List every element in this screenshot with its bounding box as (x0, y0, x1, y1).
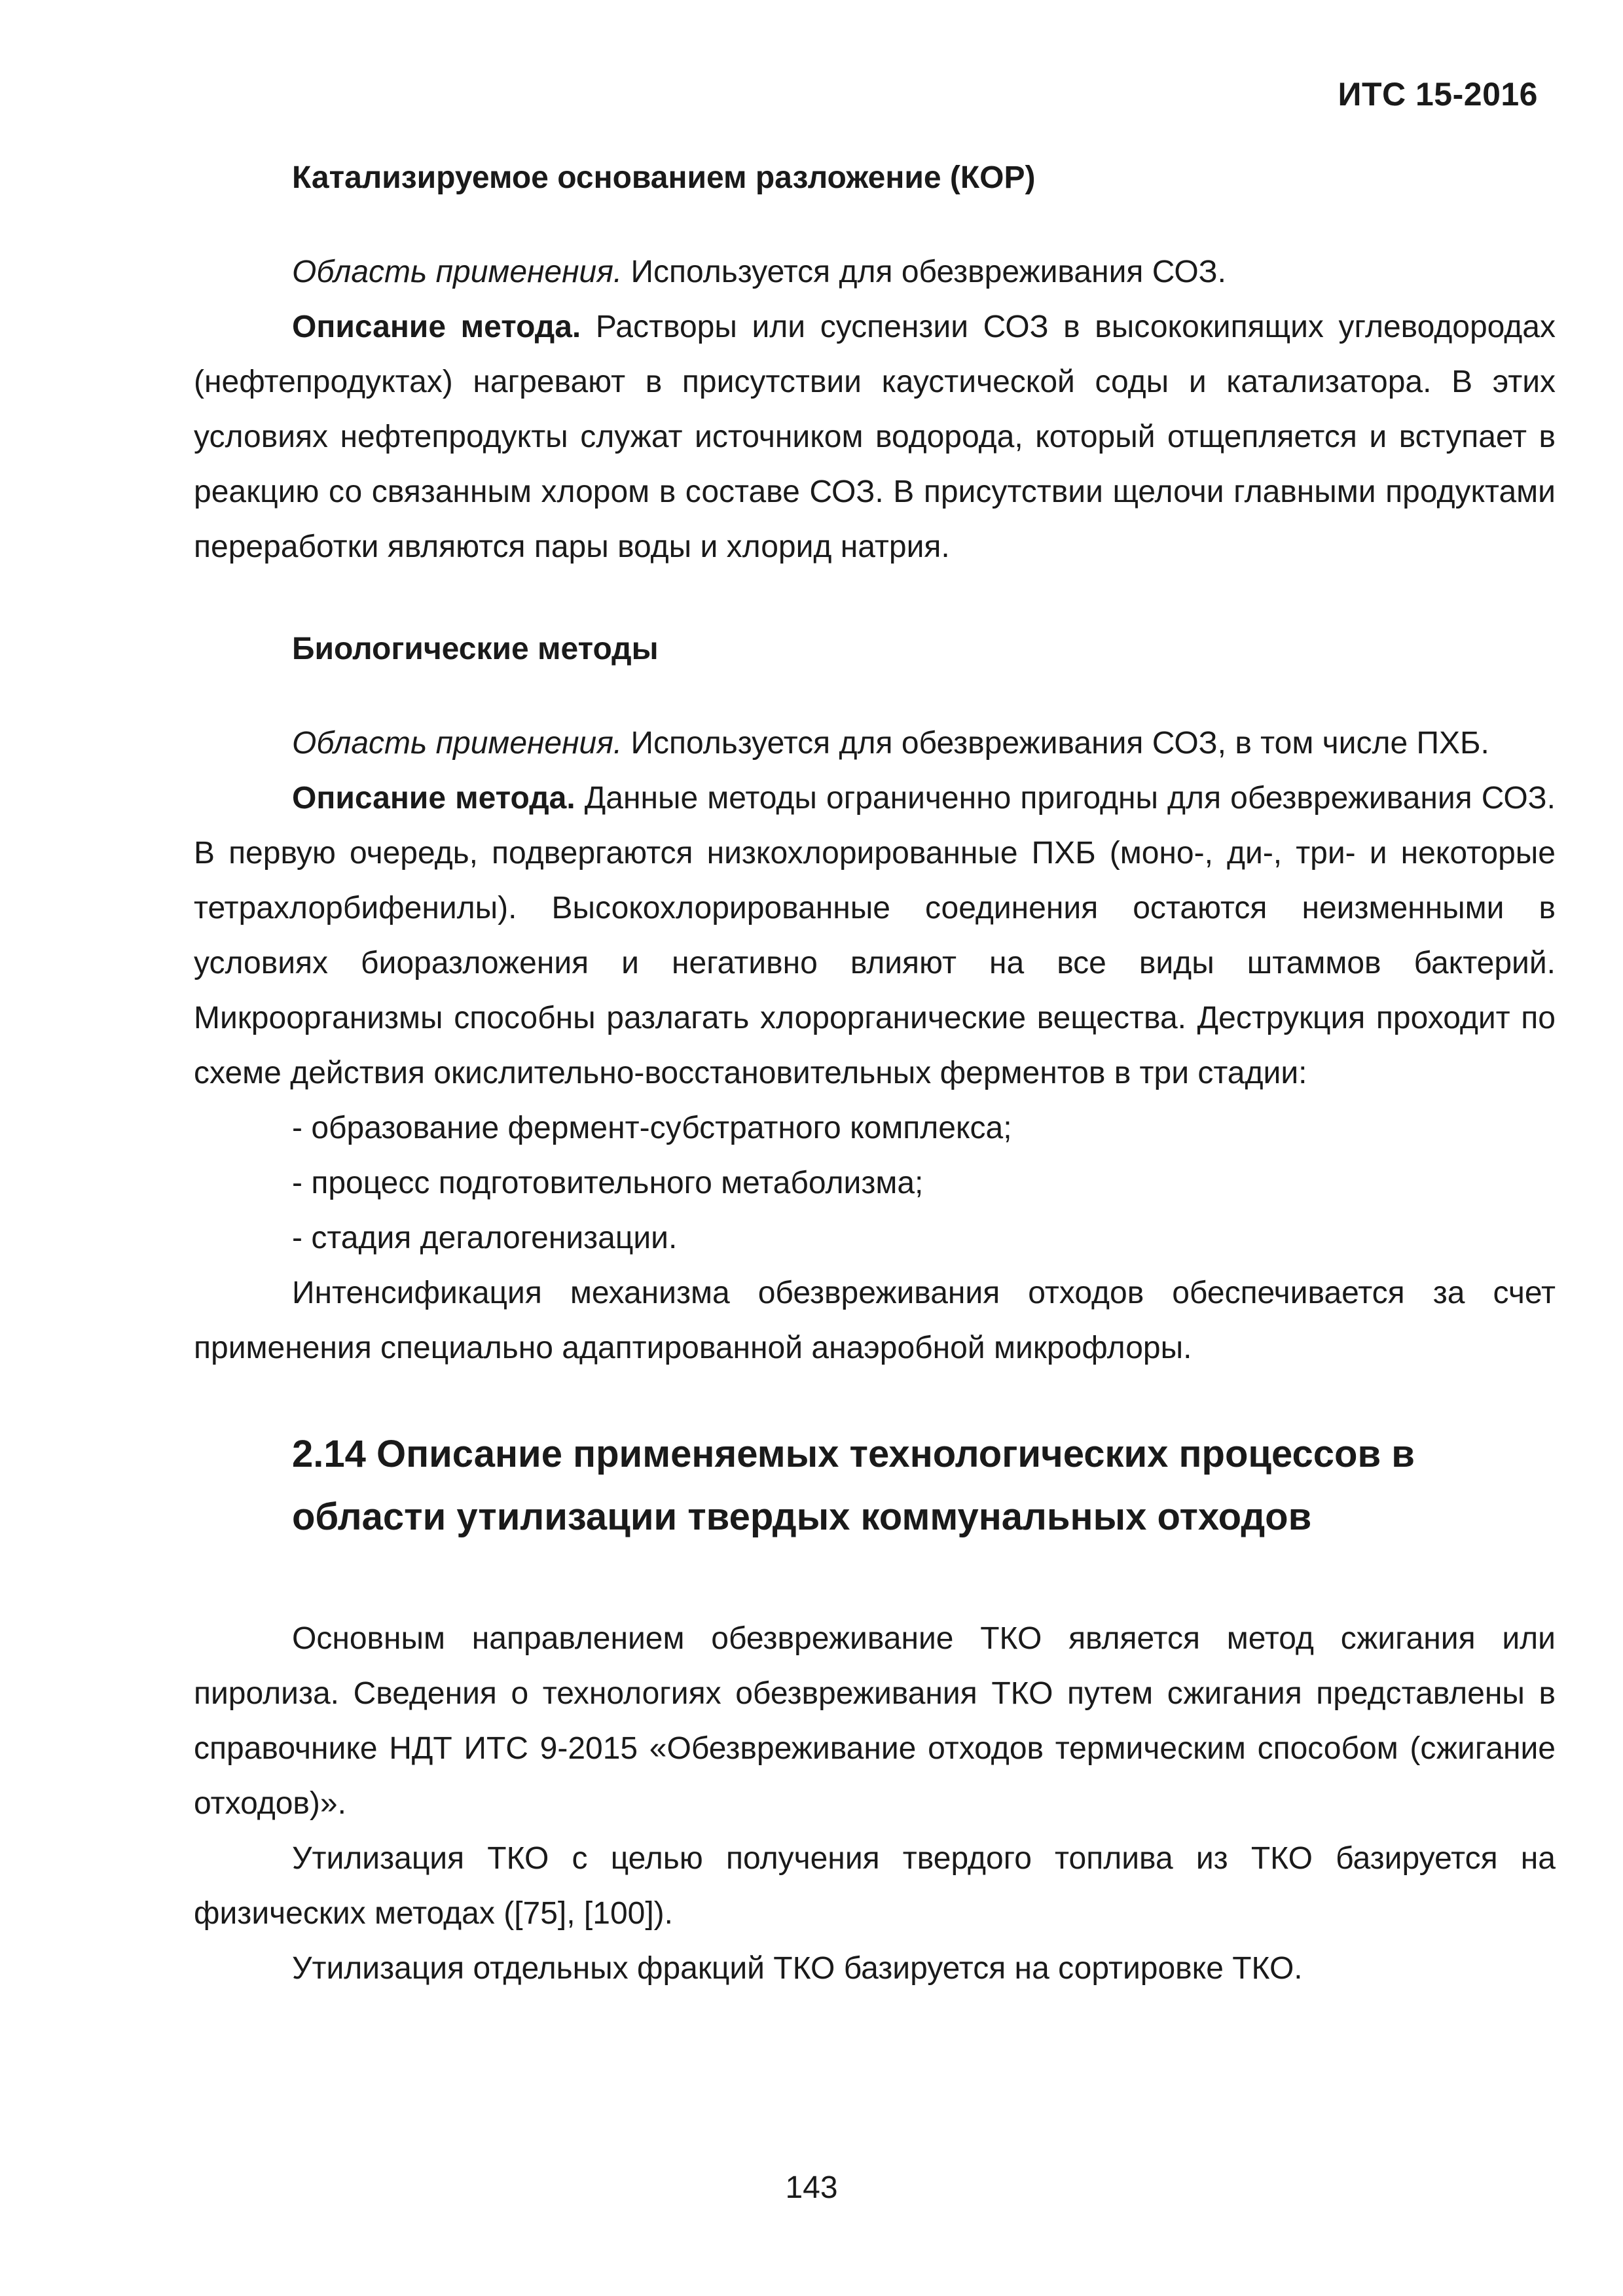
bio-description-paragraph (194, 771, 1556, 1101)
bio-heading: Биологические методы (292, 632, 659, 666)
bio-desc-text: Данные методы ограниченно пригодны для обезвреживания СОЗ. В первую очередь, подвергаются низкохлорированные ПХБ (моно-, ди-, три- и некоторые тетрахлорбифенилы). Высокохлорированные соединения остаются неизменными в условиях биоразложения и негативно влияют на все виды штаммов бактерий. Микроорганизмы способны разлагать хлорорганические вещества. Деструкция проходит по схеме действия окислительно-восстановительных ферментов в три стадии: (194, 781, 1556, 1090)
page-content (194, 151, 1556, 1996)
page-number: 143 (785, 2170, 838, 2205)
kor-desc-text: Растворы или суспензии СОЗ в высококипящих углеводородах (нефтепродуктах) нагревают в присутствии каустической соды и катализатора. В этих условиях нефтепродукты служат источником водорода, который отщепляется и вступает в реакцию со связанным хлором в составе СОЗ. В присутствии щелочи главными продуктами переработки являются пары воды и хлорид натрия. (194, 310, 1556, 564)
section-paragraph-2: Утилизация ТКО с целью получения твердого топлива из ТКО базируется на физических методах ([75], [100]). (194, 1841, 1556, 1931)
section-title-line2: области утилизации твердых коммунальных отходов (292, 1496, 1312, 1538)
bio-scope-paragraph (194, 716, 1556, 771)
bio-stage-item: - процесс подготовительного метаболизма; (292, 1166, 924, 1200)
document-code-header: ИТС 15-2016 (1338, 76, 1538, 113)
bio-scope-text: Используется для обезвреживания СОЗ, в том числе ПХБ. (622, 726, 1489, 761)
bio-scope-label: Область применения. (292, 726, 623, 761)
kor-heading: Катализируемое основанием разложение (КОР) (292, 160, 1036, 195)
kor-scope-text: Используется для обезвреживания СОЗ. (622, 255, 1226, 289)
bio-desc-label: Описание метода. (292, 781, 575, 816)
section-paragraph-3: Утилизация отдельных фракций ТКО базируется на сортировке ТКО. (292, 1951, 1303, 1986)
kor-desc-label: Описание метода. (292, 310, 581, 344)
section-paragraph-1: Основным направлением обезвреживание ТКО является метод сжигания или пиролиза. Сведения о технологиях обезвреживания ТКО путем сжигания представлены в справочнике НДТ ИТС 9-2015 «Обезвреживание отходов термическим способом (сжигание отходов)». (194, 1621, 1556, 1821)
bio-closing-paragraph: Интенсификация механизма обезвреживания отходов обеспечивается за счет применения специально адаптированной анаэробной микрофлоры. (194, 1276, 1556, 1365)
kor-scope-label: Область применения. (292, 255, 623, 289)
kor-scope-paragraph (194, 245, 1556, 300)
section-title (194, 1423, 1556, 1549)
section-title-line1: 2.14 Описание применяемых технологических процессов в (292, 1433, 1415, 1475)
bio-stage-item: - стадия дегалогенизации. (292, 1221, 678, 1255)
kor-description-paragraph (194, 300, 1556, 575)
bio-stage-item: - образование фермент-субстратного комплекса; (292, 1111, 1012, 1145)
